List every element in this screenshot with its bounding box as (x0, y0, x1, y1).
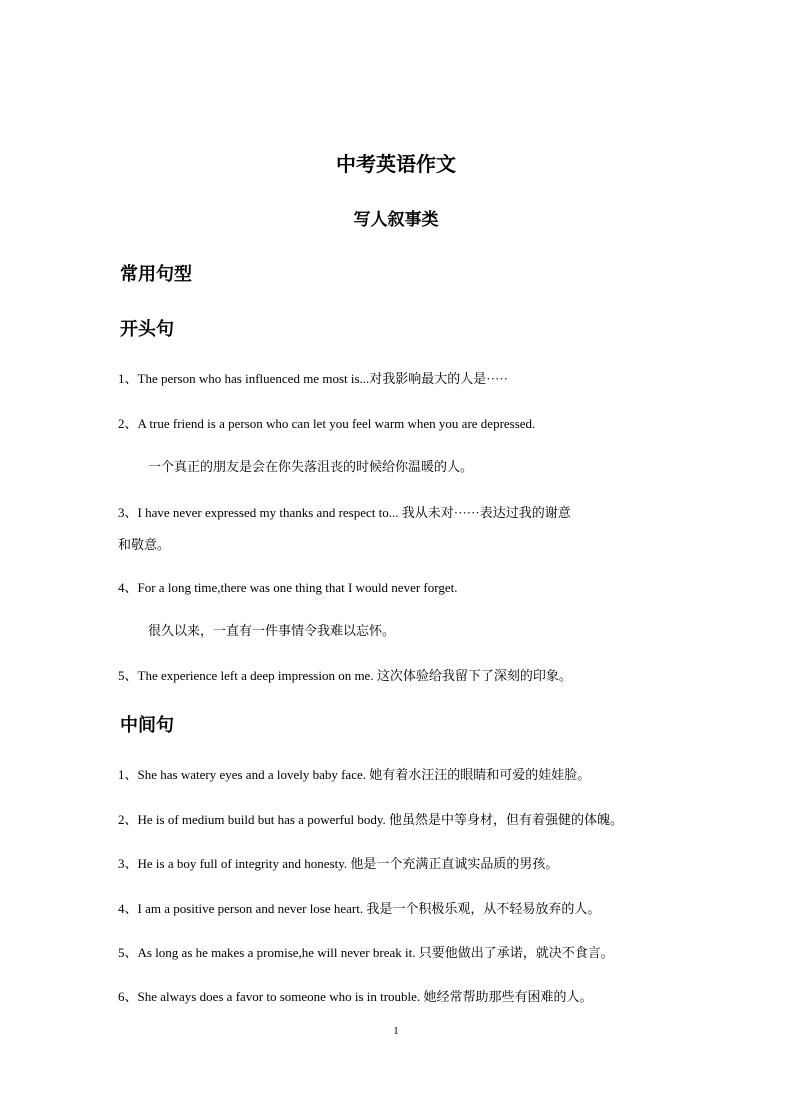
opening-sentence-5: 5、The experience left a deep impression on me. 这次体验给我留下了深刻的印象。 (118, 668, 572, 683)
page-number: 1 (393, 1025, 399, 1037)
opening-sentence-4: 4、For a long time,there was one thing that I would never forget. (118, 580, 458, 595)
opening-sentence-2: 2、A true friend is a person who can let you feel warm when you are depressed. (118, 416, 536, 431)
opening-sentence-3: 3、I have never expressed my thanks and respect to... 我从未对······表达过我的谢意 (118, 505, 571, 520)
opening-sentence-3-continued: 和敬意。 (118, 537, 171, 552)
middle-sentence-5: 5、As long as he makes a promise,he will never break it. 只要他做出了承诺，就决不食言。 (118, 945, 614, 960)
opening-sentence-4-translation: 很久以来，一直有一件事情令我难以忘怀。 (148, 623, 396, 638)
section-heading-common-patterns: 常用句型 (120, 264, 192, 285)
opening-sentence-2-translation: 一个真正的朋友是会在你失落沮丧的时候给你温暖的人。 (148, 459, 474, 474)
middle-sentence-4: 4、I am a positive person and never lose heart. 我是一个积极乐观，从不轻易放弃的人。 (118, 901, 601, 916)
middle-sentence-2: 2、He is of medium build but has a powerful body. 他虽然是中等身材，但有着强健的体魄。 (118, 812, 624, 827)
middle-sentence-1: 1、She has watery eyes and a lovely baby face. 她有着水汪汪的眼睛和可爱的娃娃脸。 (118, 767, 591, 782)
section-heading-middle: 中间句 (120, 715, 174, 736)
middle-sentence-6: 6、She always does a favor to someone who is in trouble. 她经常帮助那些有困难的人。 (118, 989, 593, 1004)
document-title: 中考英语作文 (336, 152, 456, 176)
document-subtitle: 写人叙事类 (353, 210, 439, 230)
section-heading-opening: 开头句 (120, 319, 174, 340)
opening-sentence-1: 1、The person who has influenced me most is...对我影响最大的人是····· (118, 371, 508, 386)
middle-sentence-3: 3、He is a boy full of integrity and honesty. 他是一个充满正直诚实品质的男孩。 (118, 856, 559, 871)
